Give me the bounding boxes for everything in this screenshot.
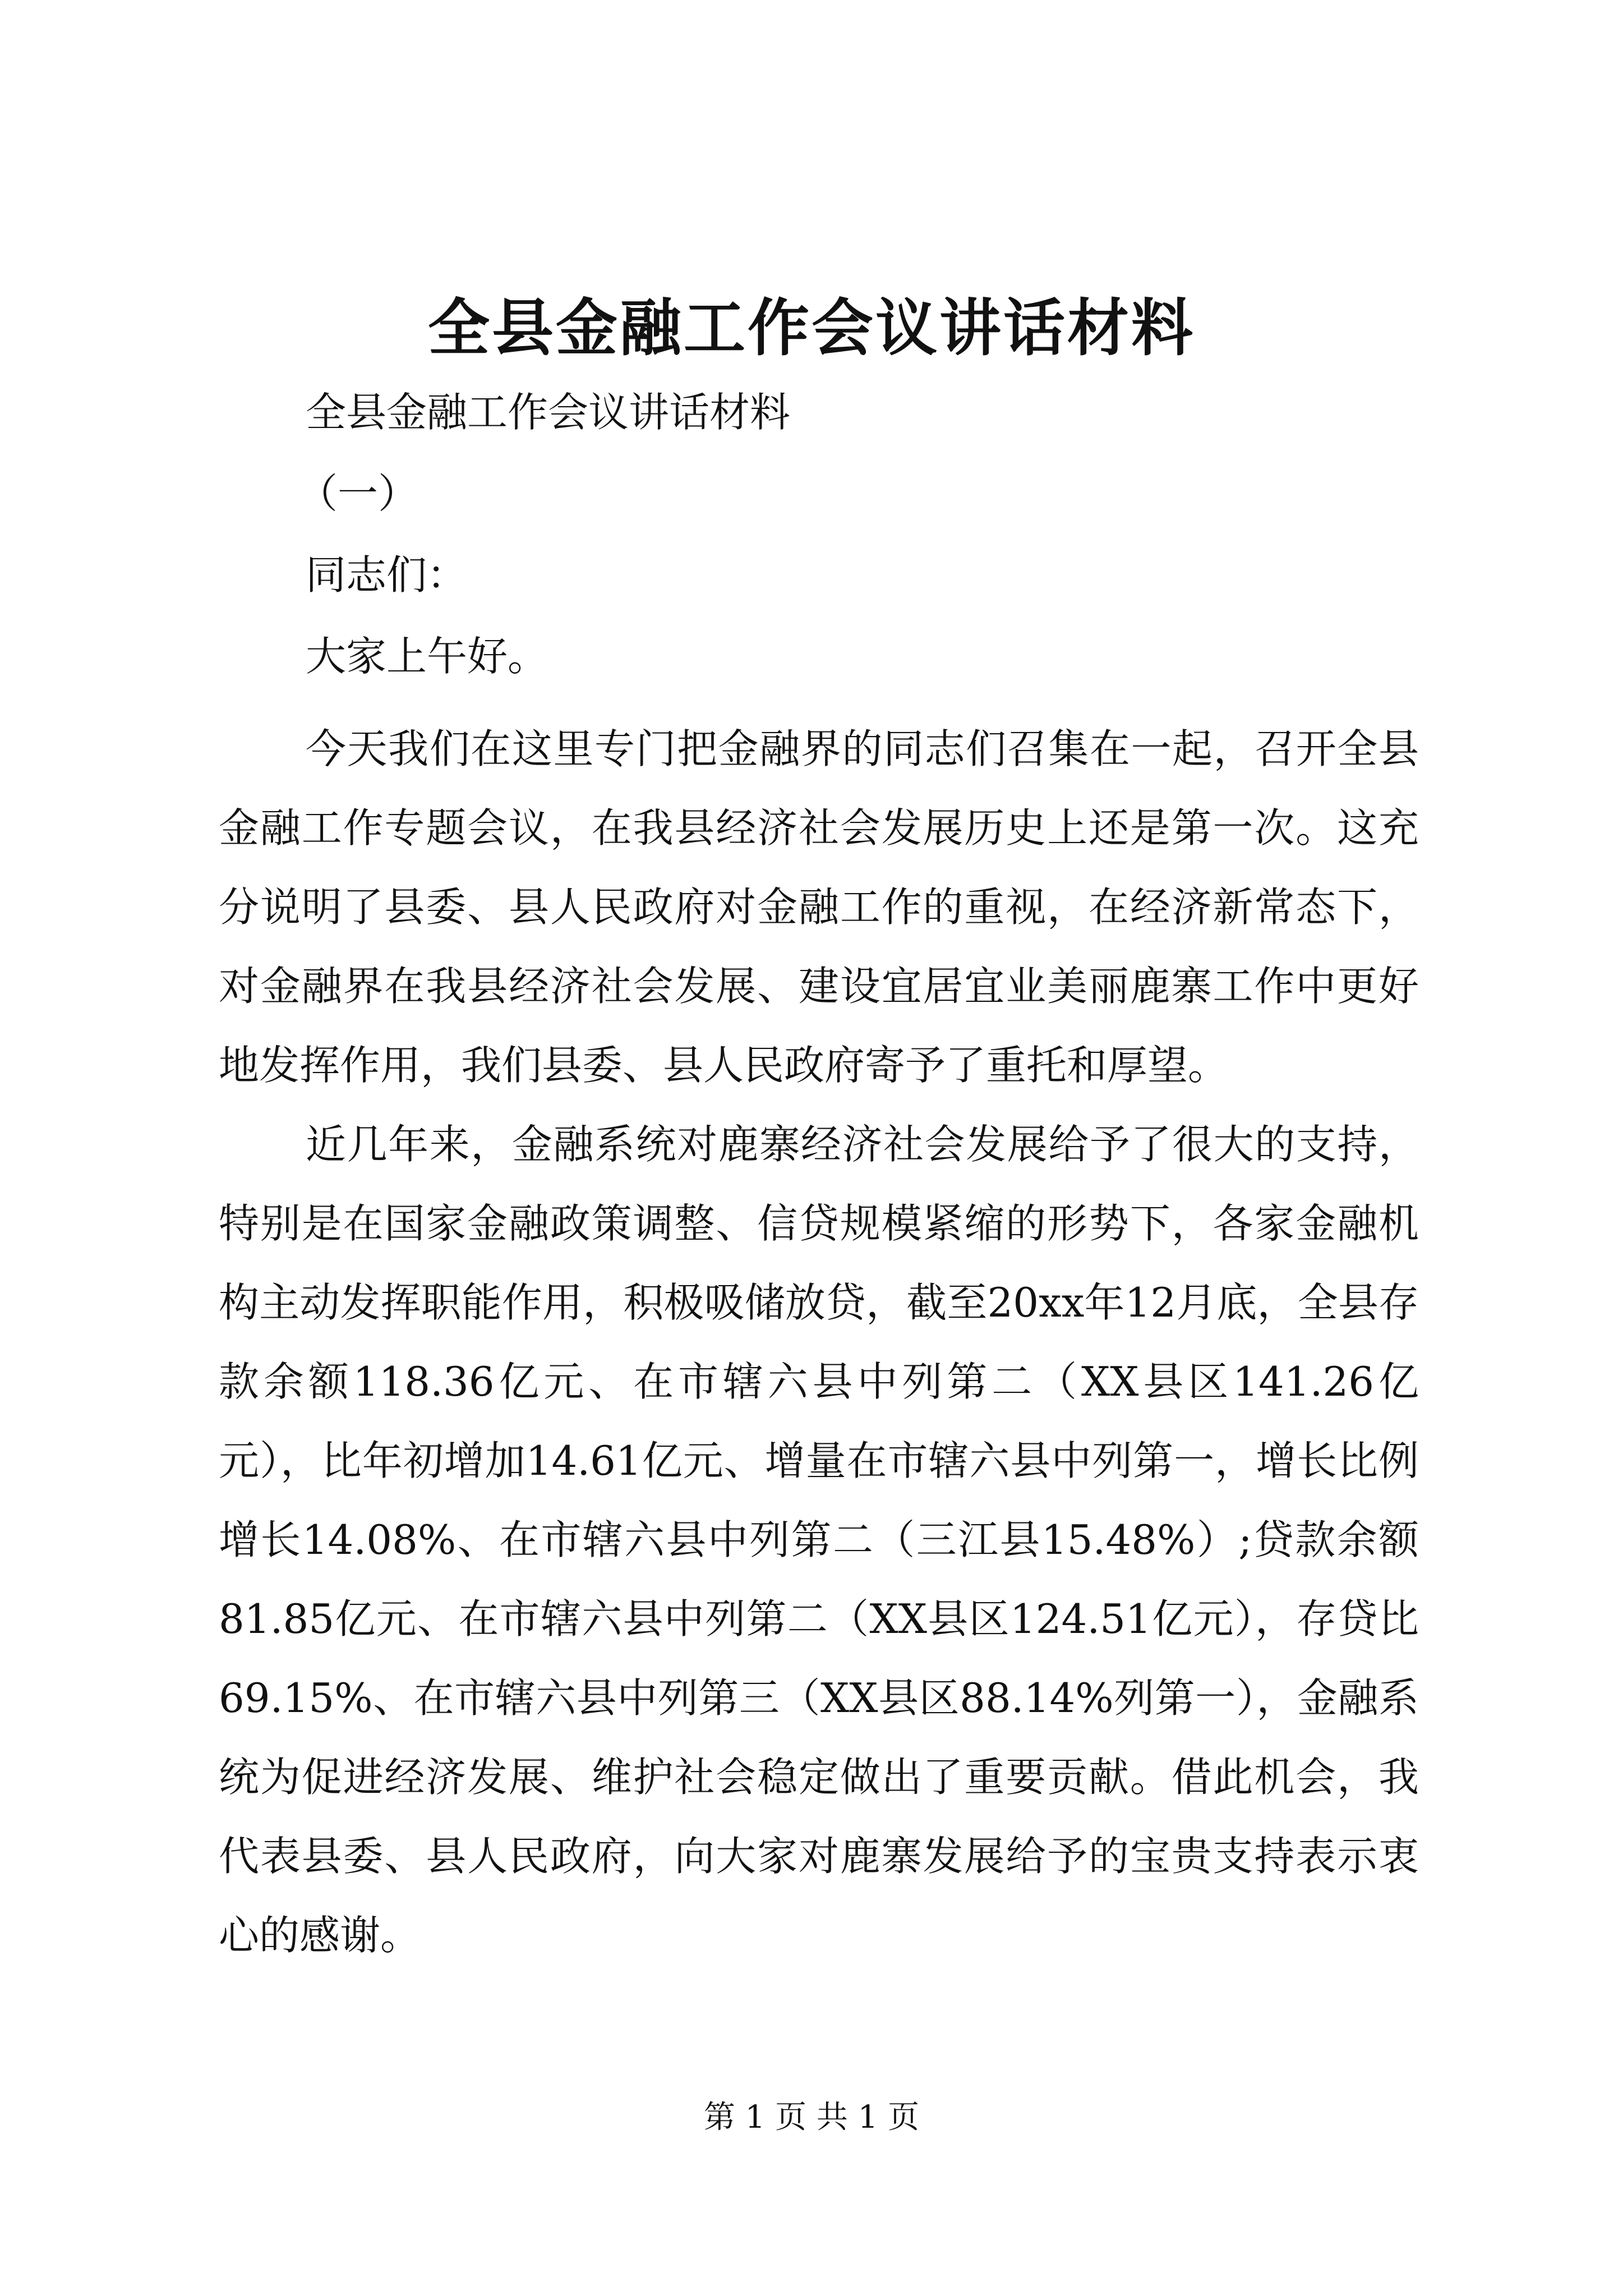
document-subtitle: 全县金融工作会议讲话材料	[306, 389, 791, 436]
salutation: 同志们：	[306, 551, 468, 599]
section-marker: （一）	[297, 470, 419, 517]
page-footer: 第 1 页 共 1 页	[703, 2099, 920, 2136]
paragraph: 近几年来，金融系统对鹿寨经济社会发展给予了很大的支持，特别是在国家金融政策调整、信贷规模紧缩的形势下，各家金融机构主动发挥职能作用，积极吸储放贷，截至20xx年12月底，全县存款余额118.36亿元、在市辖六县中列第二（XX县区141.26亿元），比年初增加14.61亿元、增量在市辖六县中列第一，增长比例增长14.08%、在市辖六县中列第二（三江县15.48%）;贷款余额81.85亿元、在市辖六县中列第二（XX县区124.51亿元），存贷比69.15%、在市辖六县中列第三（XX县区88.14%列第一），金融系统为促进经济发展、维护社会稳定做出了重要贡献。借此机会，我代表县委、县人民政府，向大家对鹿寨发展给予的宝贵支持表示衷心的感谢。	[219, 1121, 1419, 1959]
document-title: 全县金融工作会议讲话材料	[428, 292, 1195, 364]
paragraph: 今天我们在这里专门把金融界的同志们召集在一起，召开全县金融工作专题会议，在我县经济社会发展历史上还是第一次。这充分说明了县委、县人民政府对金融工作的重视，在经济新常态下，对金融界在我县经济社会发展、建设宜居宜业美丽鹿寨工作中更好地发挥作用，我们县委、县人民政府寄予了重托和厚望。	[219, 725, 1419, 1089]
document-body	[219, 710, 1419, 1975]
greeting: 大家上午好。	[306, 633, 548, 680]
